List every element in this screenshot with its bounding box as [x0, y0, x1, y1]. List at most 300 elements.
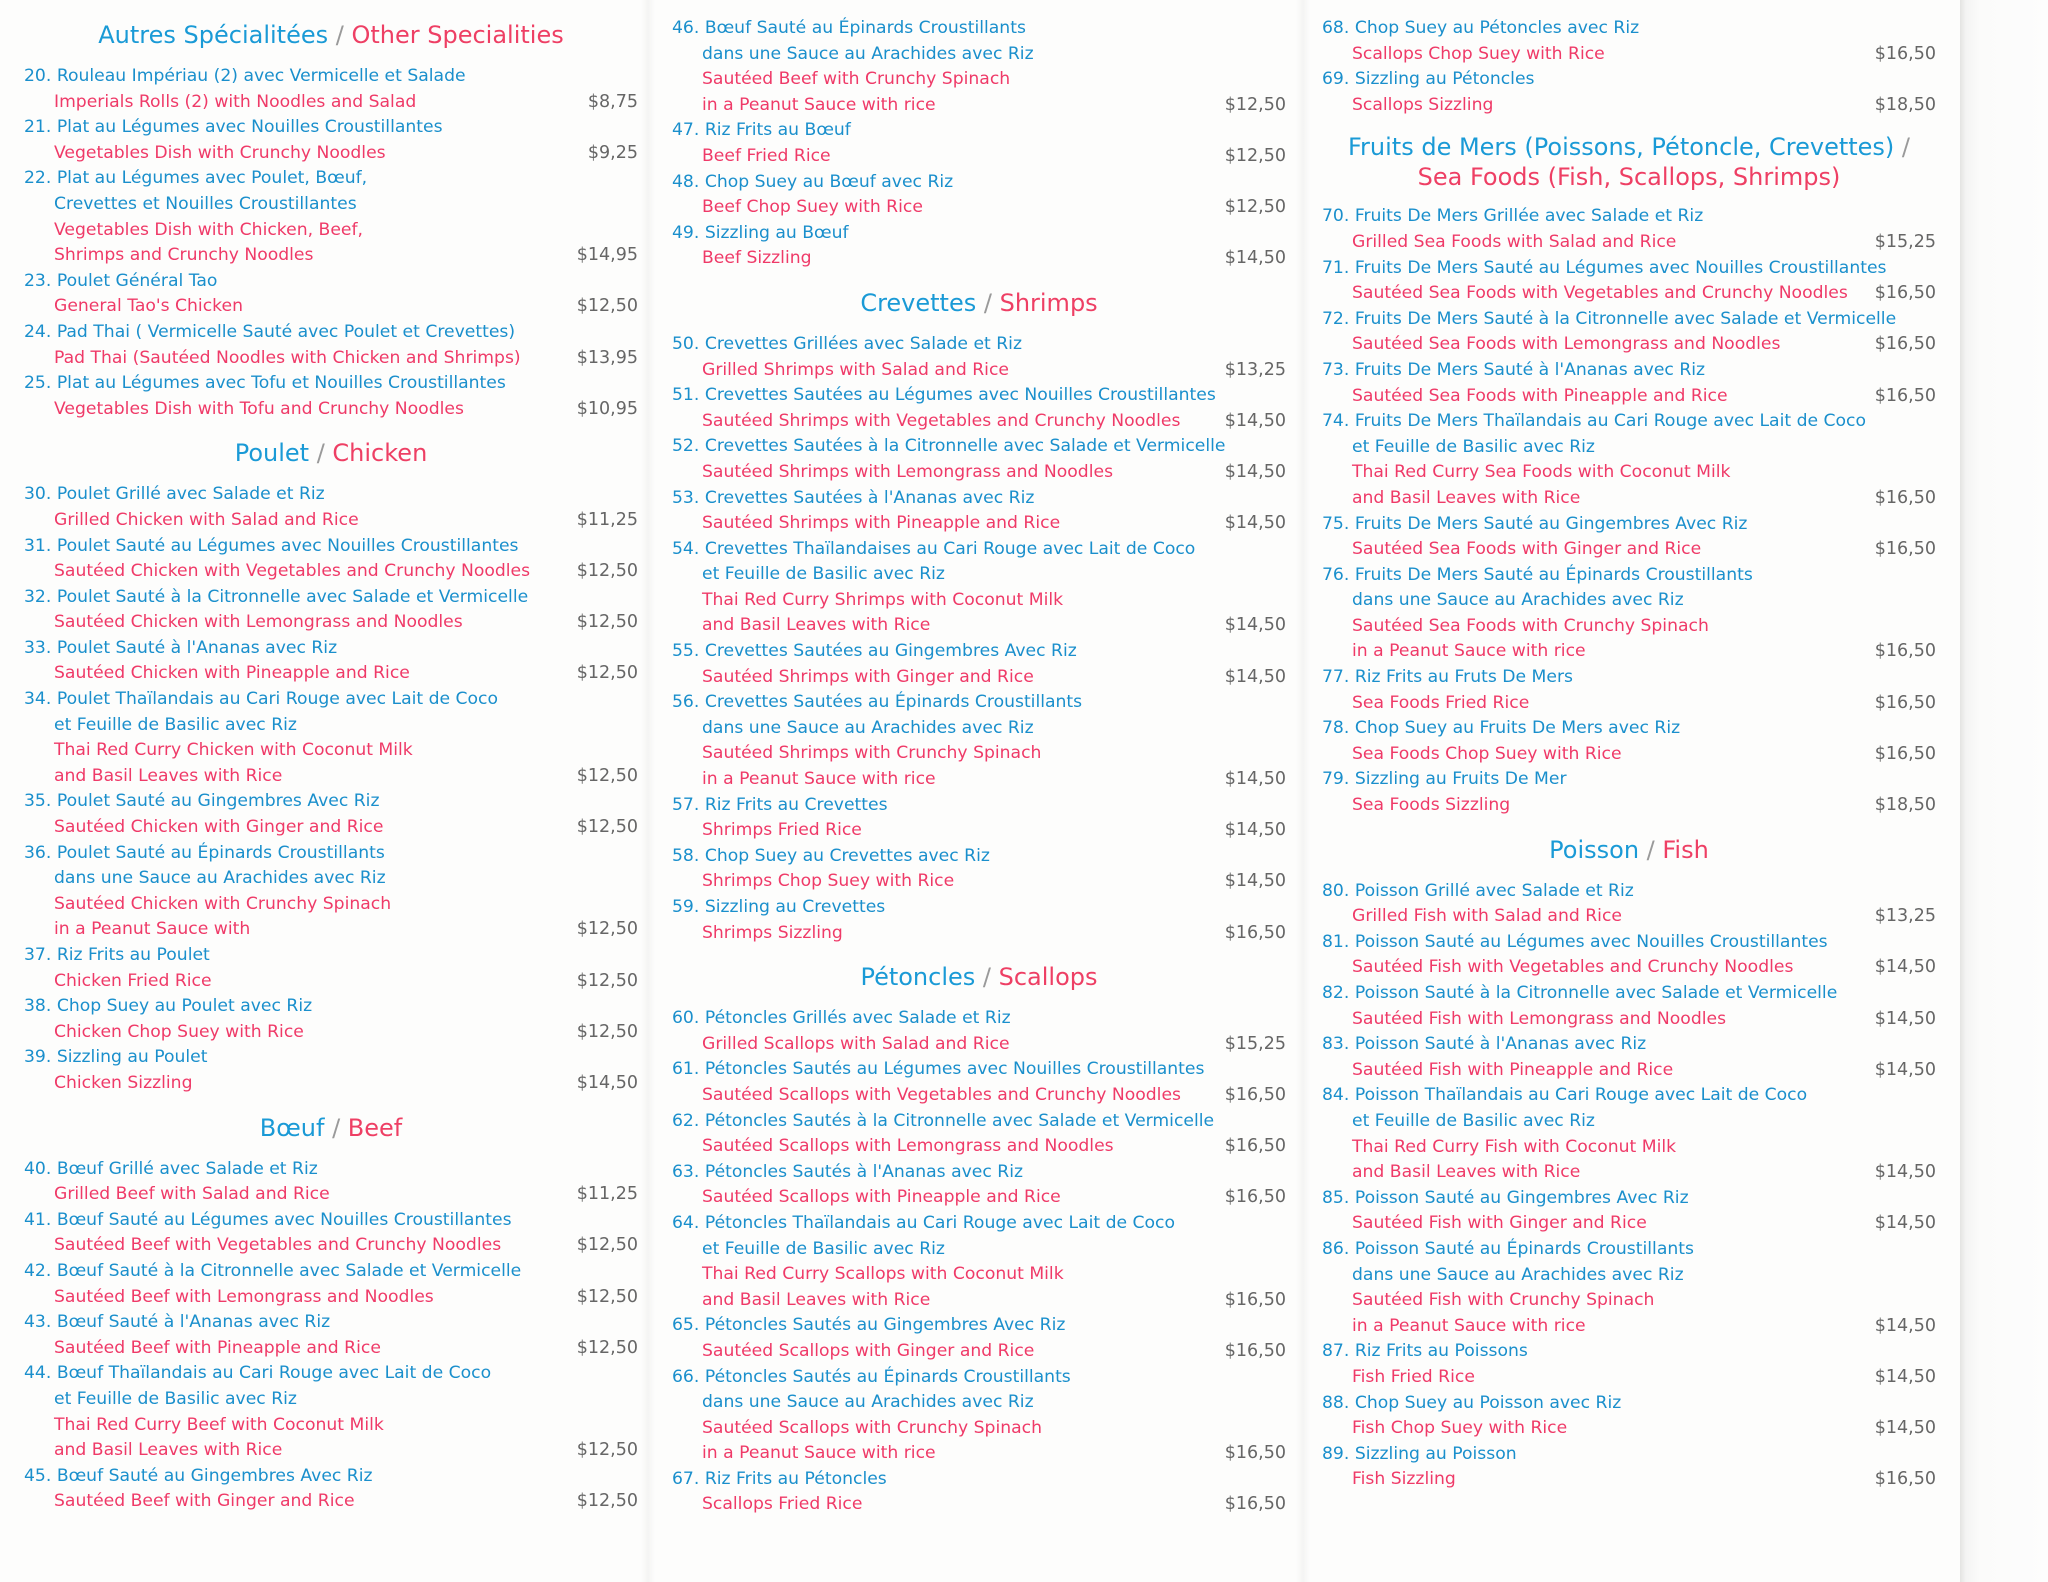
dish-name-fr: [1322, 512, 1936, 538]
section-heading: [24, 436, 638, 470]
dish-name-en: Beef Chop Suey with Rice: [702, 197, 923, 218]
dish-name-en: Sautéed Fish with Pineapple and Rice: [1352, 1059, 1674, 1080]
dish-name-fr-text: Fruits De Mers Grillée avec Salade et Riz: [1354, 206, 1704, 227]
section-title-fr: Poisson: [1549, 835, 1640, 864]
dish-name-fr-text: dans une Sauce au Arachides avec Riz: [54, 868, 386, 889]
dish-name-en: and Basil Leaves with Rice: [1352, 1162, 1581, 1183]
section-title-separator: /: [976, 288, 1000, 317]
dish-name-fr: [1322, 1083, 1936, 1109]
dish-name-en: Sautéed Fish with Vegetables and Crunchy Noodles: [1352, 957, 1794, 978]
dish-name-en: Thai Red Curry Sea Foods with Coconut Milk: [1352, 462, 1731, 483]
dish-name-fr: [672, 716, 1286, 742]
dish-name-fr: [1322, 665, 1936, 691]
dish-name-en: Sautéed Scallops with Ginger and Rice: [702, 1340, 1035, 1361]
item-number: 35.: [24, 791, 52, 812]
item-number: 58.: [672, 845, 700, 866]
section-title-separator: /: [324, 1113, 348, 1142]
menu-item: [672, 1006, 1286, 1057]
dish-name-fr: [672, 16, 1286, 42]
dish-name-fr-text: Poulet Sauté à la Citronnelle avec Salade et Vermicelle: [56, 586, 529, 607]
dish-name-en: Grilled Beef with Salad and Rice: [54, 1184, 330, 1205]
dish-name-en: Shrimps and Crunchy Noodles: [54, 245, 314, 266]
dish-name-fr-text: Poulet Sauté au Gingembres Avec Riz: [56, 791, 380, 812]
item-price: $12,50: [576, 1491, 638, 1512]
item-number: 43.: [24, 1312, 52, 1333]
dish-name-en: Sautéed Beef with Ginger and Rice: [54, 1491, 355, 1512]
item-number: 60.: [672, 1008, 700, 1029]
item-price: $14,50: [1874, 1162, 1936, 1183]
dish-name-fr-text: Bœuf Sauté au Épinards Croustillants: [704, 18, 1026, 38]
item-number: 68.: [1322, 18, 1350, 38]
dish-name-fr-text: Bœuf Sauté à l'Ananas avec Riz: [56, 1312, 331, 1333]
dish-name-fr: [24, 943, 638, 969]
dish-name-fr-text: Fruits De Mers Sauté au Gingembres Avec Riz: [1354, 513, 1748, 534]
dish-name-fr-text: Poisson Sauté au Épinards Croustillants: [1354, 1238, 1694, 1259]
item-number: 69.: [1322, 69, 1350, 90]
dish-name-fr-text: dans une Sauce au Arachides avec Riz: [702, 1392, 1034, 1413]
item-price: $14,50: [1224, 461, 1286, 482]
menu-item: [672, 895, 1286, 946]
item-price: $16,50: [1874, 334, 1936, 355]
menu-item: [672, 844, 1286, 895]
item-price: $16,50: [1874, 641, 1936, 662]
dish-name-fr-text: Crevettes Sautées à la Citronnelle avec Salade et Vermicelle: [704, 436, 1226, 457]
dish-name-fr-text: Riz Frits au Poissons: [1354, 1341, 1528, 1362]
dish-name-fr: [1322, 879, 1936, 905]
item-price: $14,50: [1874, 1366, 1936, 1387]
dish-name-fr: [24, 1361, 638, 1387]
dish-name-en: Chicken Sizzling: [54, 1072, 193, 1093]
dish-name-en: in a Peanut Sauce with rice: [702, 1443, 936, 1464]
menu-item: [24, 687, 638, 789]
dish-name-en: Thai Red Curry Fish with Coconut Milk: [1352, 1136, 1677, 1157]
dish-name-fr-text: Rouleau Impériau (2) avec Vermicelle et Salade: [56, 66, 466, 86]
dish-name-en: Fish Sizzling: [1352, 1469, 1456, 1490]
item-number: 64.: [672, 1212, 700, 1233]
dish-name-en: Sautéed Chicken with Lemongrass and Noodles: [54, 612, 463, 633]
menu-item: [1322, 1237, 1936, 1339]
item-number: 86.: [1322, 1238, 1350, 1259]
dish-name-en: Sautéed Shrimps with Pineapple and Rice: [702, 513, 1061, 534]
menu-item: [1322, 204, 1936, 255]
item-price: $14,50: [1224, 871, 1286, 892]
dish-name-en: Pad Thai (Sautéed Noodles with Chicken and Shrimps): [54, 347, 521, 368]
item-price: $16,50: [1224, 1136, 1286, 1157]
item-number: 73.: [1322, 359, 1350, 380]
item-number: 70.: [1322, 206, 1350, 227]
item-price: $16,50: [1224, 1289, 1286, 1310]
section-heading: [1322, 132, 1936, 192]
dish-name-fr: [1322, 1442, 1936, 1468]
menu-item: [1322, 767, 1936, 818]
section-heading: [672, 960, 1286, 994]
item-price: $14,50: [1874, 1418, 1936, 1439]
item-number: 38.: [24, 996, 52, 1017]
menu-item: [1322, 930, 1936, 981]
section-title-separator: /: [328, 21, 352, 49]
dish-name-fr: [24, 1157, 638, 1183]
dish-name-fr-text: Sizzling au Crevettes: [704, 897, 886, 917]
dish-name-en: Sautéed Beef with Vegetables and Crunchy Noodles: [54, 1235, 502, 1256]
item-number: 22.: [24, 168, 52, 189]
item-number: 79.: [1322, 769, 1350, 790]
dish-name-fr: [672, 1365, 1286, 1391]
menu-item: [24, 371, 638, 422]
item-price: $12,50: [1224, 94, 1286, 115]
dish-name-en: Sautéed Shrimps with Crunchy Spinach: [702, 743, 1042, 764]
dish-name-fr: [672, 170, 1286, 196]
item-number: 46.: [672, 18, 700, 38]
menu-item: [672, 690, 1286, 792]
dish-name-en: and Basil Leaves with Rice: [54, 765, 283, 786]
section-title-separator: /: [1894, 133, 1911, 162]
dish-name-en: General Tao's Chicken: [54, 296, 243, 317]
dish-name-fr-text: Poisson Thaïlandais au Cari Rouge avec Lait de Coco: [1354, 1085, 1808, 1106]
item-price: $13,25: [1874, 906, 1936, 927]
section-title-en: Other Specialities: [351, 21, 564, 49]
page-edge: [1960, 0, 2048, 1582]
menu-item: [672, 383, 1286, 434]
item-number: 34.: [24, 689, 52, 710]
item-price: $16,50: [1874, 487, 1936, 508]
dish-name-fr: [1322, 588, 1936, 614]
item-price: $9,25: [587, 142, 638, 163]
item-number: 61.: [672, 1059, 700, 1080]
section-gap: [1322, 819, 1936, 831]
menu-item: [24, 320, 638, 371]
dish-name-fr-text: et Feuille de Basilic avec Riz: [1352, 1110, 1595, 1131]
item-price: $14,50: [1224, 248, 1286, 269]
item-price: $14,50: [576, 1072, 638, 1093]
item-price: $14,50: [1874, 1213, 1936, 1234]
item-price: $16,50: [1224, 1340, 1286, 1361]
menu-item: [672, 332, 1286, 383]
dish-name-fr: [24, 866, 638, 892]
dish-name-fr-text: Fruits De Mers Sauté au Épinards Croustillants: [1354, 564, 1753, 585]
item-price: $13,95: [576, 347, 638, 368]
dish-name-fr-text: Poulet Général Tao: [56, 270, 218, 291]
dish-name-en: Sautéed Scallops with Vegetables and Crunchy Noodles: [702, 1084, 1181, 1105]
item-number: 67.: [672, 1468, 700, 1489]
dish-name-fr: [1322, 930, 1936, 956]
dish-name-fr-text: Poisson Sauté à l'Ananas avec Riz: [1354, 1034, 1647, 1055]
dish-name-en: Scallops Fried Rice: [702, 1494, 863, 1515]
menu-item: [24, 166, 638, 268]
menu-item: [672, 1467, 1286, 1518]
dish-name-fr: [24, 1208, 638, 1234]
item-number: 40.: [24, 1158, 52, 1179]
item-number: 77.: [1322, 667, 1350, 688]
dish-name-fr: [24, 789, 638, 815]
item-number: 32.: [24, 586, 52, 607]
dish-name-fr: [1322, 358, 1936, 384]
dish-name-fr-text: Riz Frits au Bœuf: [704, 120, 851, 141]
dish-name-fr-text: et Feuille de Basilic avec Riz: [702, 1238, 945, 1259]
dish-name-fr-text: Pétoncles Sautés au Légumes avec Nouilles Croustillantes: [704, 1059, 1205, 1080]
dish-name-en: Vegetables Dish with Crunchy Noodles: [54, 142, 386, 163]
dish-name-fr-text: Chop Suey au Fruits De Mers avec Riz: [1354, 718, 1681, 739]
dish-name-en: Scallops Chop Suey with Rice: [1352, 43, 1605, 64]
item-price: $16,50: [1224, 1494, 1286, 1515]
dish-name-fr: [24, 1464, 638, 1490]
item-number: 88.: [1322, 1392, 1350, 1413]
item-number: 21.: [24, 117, 52, 138]
item-price: $12,50: [576, 970, 638, 991]
dish-name-fr-text: Bœuf Sauté à la Citronnelle avec Salade et Vermicelle: [56, 1260, 522, 1281]
dish-name-en: Grilled Scallops with Salad and Rice: [702, 1033, 1010, 1054]
dish-name-en: Sautéed Fish with Lemongrass and Noodles: [1352, 1008, 1727, 1029]
dish-name-fr: [672, 1390, 1286, 1416]
dish-name-fr: [1322, 1391, 1936, 1417]
dish-name-fr-text: et Feuille de Basilic avec Riz: [54, 1388, 297, 1409]
item-price: $12,50: [576, 561, 638, 582]
dish-name-en: in a Peanut Sauce with rice: [1352, 1315, 1586, 1336]
item-number: 47.: [672, 120, 700, 141]
item-number: 23.: [24, 270, 52, 291]
item-price: $10,95: [576, 398, 638, 419]
section-title-fr: Autres Spécialitées: [98, 21, 329, 49]
item-number: 56.: [672, 692, 700, 713]
dish-name-fr: [24, 1045, 638, 1071]
dish-name-en: Sautéed Chicken with Crunchy Spinach: [54, 893, 392, 914]
item-price: $12,50: [576, 296, 638, 317]
dish-name-en: Grilled Chicken with Salad and Rice: [54, 509, 359, 530]
dish-name-en: Thai Red Curry Beef with Coconut Milk: [54, 1414, 384, 1435]
menu-item: [672, 793, 1286, 844]
item-price: $12,50: [576, 817, 638, 838]
menu-item: [1322, 1339, 1936, 1390]
dish-name-fr: [672, 1313, 1286, 1339]
menu-item: [1322, 665, 1936, 716]
dish-name-en: Sautéed Shrimps with Vegetables and Crunchy Noodles: [702, 410, 1181, 431]
section-title-en: Scallops: [998, 963, 1098, 992]
dish-name-fr-text: Crevettes Sautées au Épinards Croustillants: [704, 692, 1083, 713]
item-price: $14,50: [1224, 769, 1286, 790]
dish-name-fr: [1322, 1109, 1936, 1135]
dish-name-en: Beef Fried Rice: [702, 145, 831, 166]
dish-name-fr-text: Crevettes et Nouilles Croustillantes: [54, 193, 357, 214]
menu-item: [24, 534, 638, 585]
item-price: $12,50: [576, 765, 638, 786]
item-number: 76.: [1322, 564, 1350, 585]
item-number: 37.: [24, 945, 52, 965]
dish-name-fr-text: Chop Suey au Poulet avec Riz: [56, 996, 313, 1017]
item-number: 49.: [672, 222, 700, 243]
menu-column-3: [1322, 16, 1936, 1493]
dish-name-fr: [672, 1057, 1286, 1083]
dish-name-fr: [672, 383, 1286, 409]
section-gap: [672, 946, 1286, 958]
dish-name-en: Chicken Fried Rice: [54, 970, 212, 991]
menu-item: [1322, 67, 1936, 118]
item-price: $8,75: [587, 91, 638, 112]
dish-name-fr-text: Bœuf Sauté au Légumes avec Nouilles Croustillantes: [56, 1209, 512, 1230]
item-number: 80.: [1322, 880, 1350, 901]
item-price: $14,50: [1224, 820, 1286, 841]
menu-item: [24, 64, 638, 115]
dish-name-fr: [24, 636, 638, 662]
item-number: 30.: [24, 484, 52, 505]
dish-name-fr-text: Crevettes Sautées au Légumes avec Nouilles Croustillantes: [704, 385, 1216, 406]
item-number: 44.: [24, 1363, 52, 1384]
dish-name-fr: [672, 1211, 1286, 1237]
menu-item: [1322, 512, 1936, 563]
item-number: 33.: [24, 637, 52, 658]
item-price: $11,25: [576, 509, 638, 530]
menu-item: [672, 537, 1286, 639]
dish-name-fr-text: Plat au Légumes avec Tofu et Nouilles Croustillantes: [56, 373, 506, 394]
item-price: $14,50: [1874, 1008, 1936, 1029]
menu-item: [672, 170, 1286, 221]
menu-item: [24, 1464, 638, 1515]
dish-name-fr: [24, 1259, 638, 1285]
dish-name-fr-text: Poisson Grillé avec Salade et Riz: [1354, 880, 1634, 901]
item-number: 71.: [1322, 257, 1350, 278]
item-price: $12,50: [1224, 197, 1286, 218]
dish-name-fr-text: Chop Suey au Bœuf avec Riz: [704, 171, 954, 192]
dish-name-fr-text: Pad Thai ( Vermicelle Sauté avec Poulet et Crevettes): [56, 321, 516, 342]
dish-name-fr: [672, 639, 1286, 665]
menu-item: [672, 1057, 1286, 1108]
item-number: 81.: [1322, 931, 1350, 952]
section-title-separator: /: [1639, 835, 1663, 864]
dish-name-en: Sautéed Sea Foods with Vegetables and Crunchy Noodles: [1352, 283, 1848, 304]
dish-name-fr: [24, 269, 638, 295]
item-price: $16,50: [1224, 922, 1286, 943]
dish-name-en: Sautéed Sea Foods with Pineapple and Rice: [1352, 385, 1728, 406]
dish-name-en: Chicken Chop Suey with Rice: [54, 1021, 304, 1042]
dish-name-fr-text: Poisson Sauté au Légumes avec Nouilles Croustillantes: [1354, 931, 1828, 952]
menu-item: [24, 994, 638, 1045]
item-price: $14,50: [1224, 615, 1286, 636]
dish-name-fr: [1322, 716, 1936, 742]
item-price: $16,50: [1874, 743, 1936, 764]
dish-name-en: Sautéed Sea Foods with Crunchy Spinach: [1352, 615, 1709, 636]
dish-name-fr: [24, 482, 638, 508]
dish-name-en: Sautéed Fish with Ginger and Rice: [1352, 1213, 1647, 1234]
dish-name-en: and Basil Leaves with Rice: [54, 1440, 283, 1461]
dish-name-fr: [672, 1467, 1286, 1493]
dish-name-fr: [672, 1109, 1286, 1135]
section-title-fr: Fruits de Mers (Poissons, Pétoncle, Crevettes): [1347, 133, 1895, 162]
menu-item: [1322, 1186, 1936, 1237]
dish-name-fr-text: Riz Frits au Poulet: [56, 945, 210, 965]
page-fold: [1296, 0, 1310, 1582]
dish-name-en: Sautéed Sea Foods with Lemongrass and Noodles: [1352, 334, 1781, 355]
page-fold: [641, 0, 655, 1582]
dish-name-fr: [1322, 16, 1936, 42]
dish-name-en: Sautéed Beef with Lemongrass and Noodles: [54, 1286, 434, 1307]
dish-name-fr: [1322, 204, 1936, 230]
item-price: $15,25: [1874, 231, 1936, 252]
menu-item: [1322, 716, 1936, 767]
menu-item: [1322, 16, 1936, 67]
dish-name-fr: [672, 221, 1286, 247]
dish-name-fr: [24, 713, 638, 739]
dish-name-en: Imperials Rolls (2) with Noodles and Salad: [54, 91, 417, 112]
dish-name-fr-text: dans une Sauce au Arachides avec Riz: [1352, 590, 1684, 611]
dish-name-fr-text: Poulet Sauté à l'Ananas avec Riz: [56, 637, 338, 658]
menu-item: [24, 1157, 638, 1208]
dish-name-en: and Basil Leaves with Rice: [702, 615, 931, 636]
menu-item: [672, 16, 1286, 118]
dish-name-en: Sautéed Shrimps with Lemongrass and Noodles: [702, 461, 1114, 482]
menu-item: [672, 486, 1286, 537]
dish-name-en: Sautéed Shrimps with Ginger and Rice: [702, 666, 1034, 687]
dish-name-en: Sea Foods Sizzling: [1352, 795, 1511, 816]
dish-name-en: and Basil Leaves with Rice: [1352, 487, 1581, 508]
menu-item: [672, 1365, 1286, 1467]
section-gap: [24, 1097, 638, 1109]
section-heading: [1322, 833, 1936, 867]
dish-name-fr-text: Bœuf Sauté au Gingembres Avec Riz: [56, 1465, 373, 1486]
menu-item: [1322, 409, 1936, 511]
dish-name-en: Sautéed Scallops with Lemongrass and Noodles: [702, 1136, 1114, 1157]
dish-name-fr: [1322, 307, 1936, 333]
dish-name-fr: [1322, 767, 1936, 793]
dish-name-fr-text: Pétoncles Sautés à l'Ananas avec Riz: [704, 1161, 1024, 1182]
section-title-fr: Pétoncles: [860, 963, 976, 992]
item-price: $15,25: [1224, 1033, 1286, 1054]
dish-name-fr-text: dans une Sauce au Arachides avec Riz: [1352, 1264, 1684, 1285]
item-number: 42.: [24, 1260, 52, 1281]
dish-name-en: Shrimps Fried Rice: [702, 820, 862, 841]
section-heading: [672, 286, 1286, 320]
item-price: $12,50: [576, 919, 638, 940]
item-number: 72.: [1322, 308, 1350, 329]
section-title-en: Sea Foods (Fish, Scallops, Shrimps): [1417, 163, 1841, 192]
dish-name-fr-text: Poulet Thaïlandais au Cari Rouge avec Lait de Coco: [56, 689, 499, 710]
dish-name-fr-text: Chop Suey au Pétoncles avec Riz: [1354, 18, 1640, 38]
item-number: 63.: [672, 1161, 700, 1182]
item-price: $14,50: [1224, 513, 1286, 534]
menu-item: [1322, 358, 1936, 409]
item-price: $16,50: [1224, 1084, 1286, 1105]
dish-name-fr-text: et Feuille de Basilic avec Riz: [702, 564, 945, 585]
item-number: 84.: [1322, 1085, 1350, 1106]
menu-item: [1322, 1442, 1936, 1493]
menu-item: [672, 118, 1286, 169]
dish-name-fr-text: Riz Frits au Crevettes: [704, 794, 888, 815]
dish-name-fr: [672, 1160, 1286, 1186]
dish-name-en: in a Peanut Sauce with: [54, 919, 251, 940]
item-price: $16,50: [1874, 1469, 1936, 1490]
item-price: $12,50: [576, 612, 638, 633]
item-number: 50.: [672, 333, 700, 354]
item-number: 85.: [1322, 1187, 1350, 1208]
dish-name-en: Sautéed Fish with Crunchy Spinach: [1352, 1290, 1655, 1311]
item-price: $12,50: [1224, 145, 1286, 166]
item-price: $14,50: [1224, 410, 1286, 431]
dish-name-fr-text: Riz Frits au Fruts De Mers: [1354, 667, 1573, 688]
item-price: $14,50: [1874, 1315, 1936, 1336]
menu-item: [1322, 981, 1936, 1032]
dish-name-en: Fish Chop Suey with Rice: [1352, 1418, 1568, 1439]
menu-item: [24, 1361, 638, 1463]
item-price: $14,50: [1874, 957, 1936, 978]
dish-name-fr-text: dans une Sauce au Arachides avec Riz: [702, 717, 1034, 738]
dish-name-fr: [24, 115, 638, 141]
item-number: 24.: [24, 321, 52, 342]
section-title-separator: /: [975, 963, 999, 992]
item-price: $18,50: [1874, 795, 1936, 816]
dish-name-en: Sea Foods Fried Rice: [1352, 692, 1530, 713]
dish-name-en: Sautéed Beef with Pineapple and Rice: [54, 1337, 381, 1358]
item-price: $14,95: [576, 245, 638, 266]
menu-item: [24, 943, 638, 994]
dish-name-fr: [1322, 563, 1936, 589]
dish-name-fr-text: Crevettes Thaïlandaises au Cari Rouge avec Lait de Coco: [704, 538, 1196, 559]
